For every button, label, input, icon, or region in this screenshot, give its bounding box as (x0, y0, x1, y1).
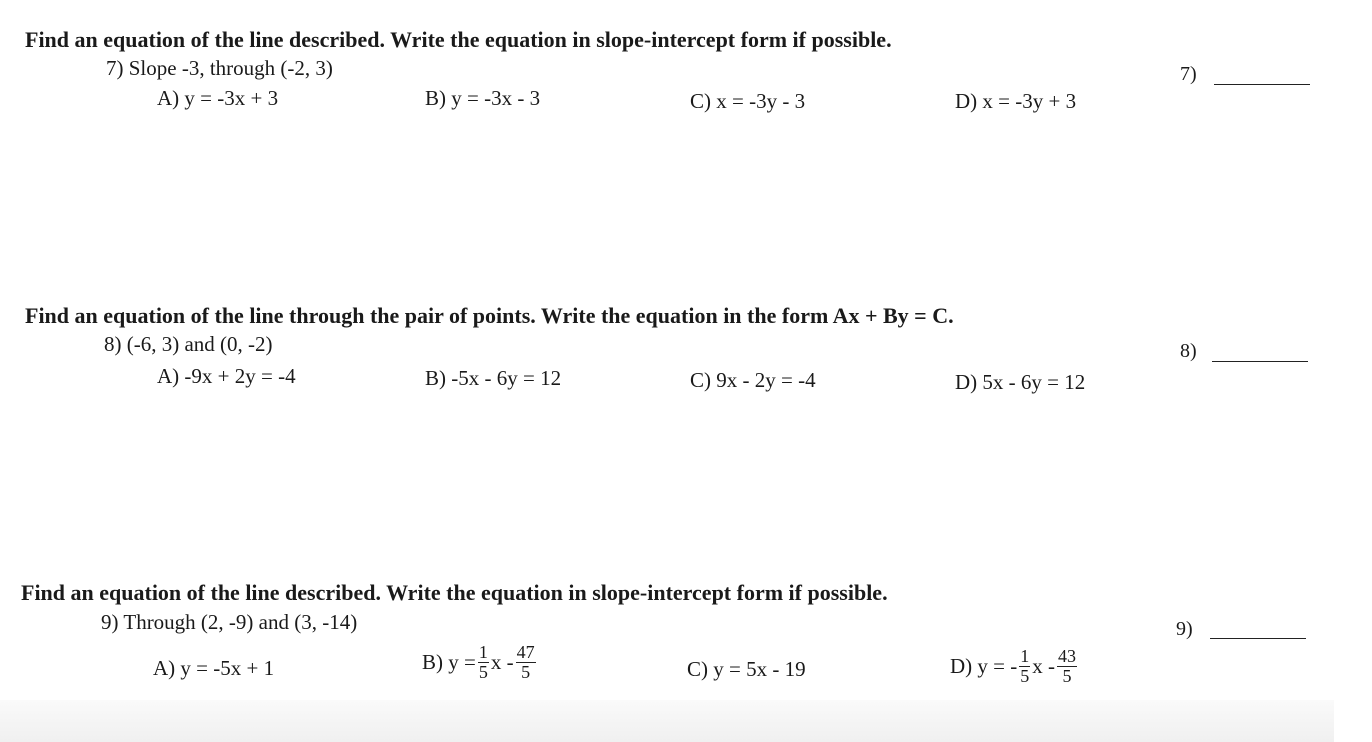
option-9b-fraction-2-denominator: 5 (521, 662, 531, 682)
option-9c: C) y = 5x - 19 (687, 657, 806, 681)
option-9b-prefix: B) y = (422, 650, 476, 674)
option-8a: A) -9x + 2y = -4 (157, 364, 296, 388)
answer-blank-9[interactable] (1210, 638, 1306, 639)
option-9d-fraction-2-numerator: 43 (1058, 646, 1076, 666)
option-9d-fraction-2-denominator: 5 (1062, 666, 1072, 686)
option-9d-middle: x - (1032, 654, 1055, 678)
option-9d-fraction-1 (1019, 647, 1030, 686)
question-7: 7) Slope -3, through (-2, 3) (106, 56, 333, 80)
instruction-8: Find an equation of the line through the pair of points. Write the equation in the form Ax + By = C. (25, 303, 954, 328)
option-7a: A) y = -3x + 3 (157, 86, 279, 110)
option-9b-fraction-1-denominator: 5 (478, 662, 488, 682)
question-8: 8) (-6, 3) and (0, -2) (104, 332, 273, 356)
instruction-7: Find an equation of the line described. Write the equation in slope-intercept form if possible. (25, 27, 892, 52)
option-9d (950, 647, 1079, 686)
option-9b-middle: x - (490, 650, 514, 674)
option-9d-fraction-2 (1057, 647, 1077, 686)
option-9b-fraction-1 (478, 643, 489, 682)
option-9b-fraction-2 (516, 643, 536, 682)
option-8c: C) 9x - 2y = -4 (690, 368, 816, 392)
option-8b: B) -5x - 6y = 12 (425, 366, 562, 390)
option-7d: D) x = -3y + 3 (955, 89, 1077, 113)
option-7c: C) x = -3y - 3 (690, 89, 806, 113)
option-9b (422, 643, 538, 682)
option-9d-prefix: D) y = - (950, 654, 1018, 678)
bottom-shade (0, 700, 1334, 742)
option-9a: A) y = -5x + 1 (153, 656, 275, 680)
option-8d: D) 5x - 6y = 12 (955, 370, 1086, 394)
option-9d-fraction-1-numerator: 1 (1020, 646, 1030, 666)
question-9: 9) Through (2, -9) and (3, -14) (101, 610, 358, 634)
option-9b-fraction-1-numerator: 1 (478, 642, 488, 662)
option-7b: B) y = -3x - 3 (425, 86, 541, 110)
answer-blank-7[interactable] (1214, 84, 1310, 85)
option-9b-fraction-2-numerator: 47 (516, 642, 535, 662)
answer-blank-8[interactable] (1212, 361, 1308, 362)
instruction-9: Find an equation of the line described. Write the equation in slope-intercept form if possible. (21, 580, 888, 605)
answer-label-8: 8) (1180, 340, 1197, 362)
answer-label-9: 9) (1176, 618, 1193, 640)
option-9d-fraction-1-denominator: 5 (1020, 666, 1030, 686)
answer-label-7: 7) (1180, 63, 1197, 85)
